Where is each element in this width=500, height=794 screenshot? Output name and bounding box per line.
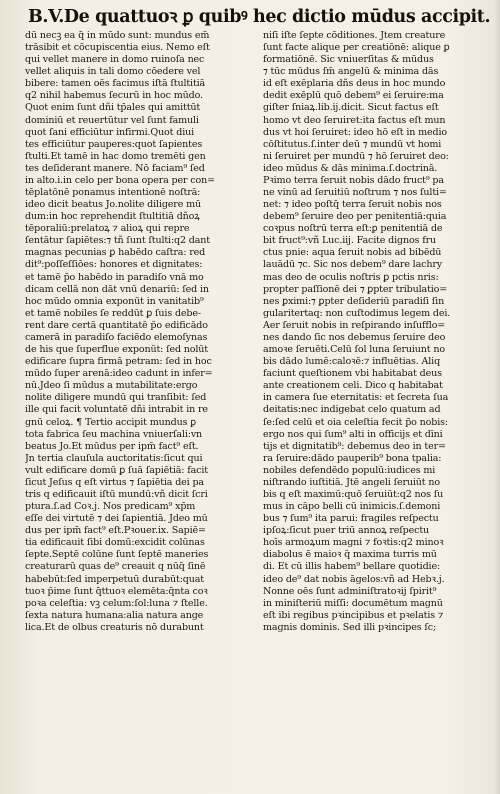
left-text-column xyxy=(25,30,257,755)
text-line: ſtulti.Et tamē in hac domo tremēti gen xyxy=(25,150,206,162)
text-line: niſtrando iuſtitiā. Jtē angeli ſeruiūt no xyxy=(263,476,440,488)
text-line: bis q eſt maximū:quō ſeruiūt:q2 nos ſu xyxy=(263,488,444,500)
text-line: bit fruct⁹:vñ Luc.iij. Facite dignos fru xyxy=(263,235,437,247)
text-line: deitatis:nec indigebat celo quatum ad xyxy=(263,404,441,416)
text-line: ergo nos qui ſum⁹ alti in officijs et dīni xyxy=(263,428,443,440)
text-line: poꝛa celeſtia: vꝫ celum:ſol:luna ⁊ ſtelle. xyxy=(25,597,208,609)
text-line: ſepte.Septē colūne ſunt ſeptē maneries xyxy=(25,549,209,561)
text-line: tēporaliū:prelatoꝝ ⁊ alioꝝ qui repre xyxy=(25,223,190,235)
text-line: eſſe dei virtutē ⁊ dei ſapientiā. Jdeo mū xyxy=(25,513,208,525)
text-line: tota fabrica ſeu machina vniuerſali:vn xyxy=(25,428,203,440)
text-line: in miniſteriū miſſi: documētum magnū xyxy=(263,597,443,609)
text-line: bus ⁊ ſum⁹ ita parui: fragiles reſpectu xyxy=(263,513,439,525)
text-line: diabolus ē maioꝛ q̄ maxima turris mū xyxy=(263,549,437,561)
text-line: nes dando ſic nos debemus ſeruire deo xyxy=(263,331,446,343)
text-line: in camera ſue eternitatis: et ſecreta ſua xyxy=(263,392,449,404)
text-line: dominiū et reuertūtur vel ſunt famuli xyxy=(25,114,199,126)
text-line: di. Et cū illis habem⁹ bellare quotidie: xyxy=(263,561,441,573)
text-line: tes efficiūtur pauperes:quot ſapientes xyxy=(25,138,203,150)
text-line: ctus pnie: aqua ſeruit nobis ad bibēdū xyxy=(263,247,442,259)
text-line: tuoꝛ p̄ime ſunt q̄ttuoꝛ elemēta:q̄nta coꝛ xyxy=(25,585,208,597)
text-line: coꝛpus noſtrū terra eſt:ꝑ penitentiā de xyxy=(263,223,443,235)
text-line: dicam cellā non dāt vnū denariū: ſed in xyxy=(25,283,209,295)
text-line: gularitertaq: non cuſtodimus legem dei. xyxy=(263,307,451,319)
text-line: lauādū ⁊c. Sic nos debem⁹ dare lachry xyxy=(263,259,442,271)
text-line: ille qui facit voluntatē dñi intrabit in re xyxy=(25,404,208,416)
text-line: tris q edificauit iſtū mundū:vñ dicit ſcri xyxy=(25,488,208,500)
text-line: Pꝛimo terra ſeruit nobis dādo fruct⁹ pa xyxy=(263,174,444,186)
text-line: quot ſani efficiūtur infirmi.Quot diui xyxy=(25,126,194,138)
text-line: rent dare certā quantitatē p̄o edificādo xyxy=(25,319,208,331)
page-edge-shadow xyxy=(494,0,500,794)
text-line: ſunt facte alique per creatiōnē: alique ꝑ xyxy=(263,42,450,54)
text-line: dus vt hoi ſeruiret: ideo hō eſt in medio xyxy=(263,126,447,138)
text-line: eſt ibi regibus pꝛincipibus et pꝛelatis ⁊ xyxy=(263,609,444,621)
text-line: ſicut Jeſus q eſt virtus ⁊ ſapiētia dei pa xyxy=(25,476,204,488)
text-line: ⁊ tūc mūdus ſm̄ angelū & minima dās xyxy=(263,66,439,78)
text-line: lica.Et de olbus creaturis nō durabunt xyxy=(25,621,204,633)
text-line: in alto.i.in celo per bona opera per con= xyxy=(25,174,215,186)
text-line: mūdo ſuper arenā:ideo cadunt in infer= xyxy=(25,368,213,380)
text-line: camerā in paradiſo faciēdo elemoſynas xyxy=(25,331,208,343)
text-line: dit⁹:poſſeſſiōes: honores et dignitates: xyxy=(25,259,203,271)
text-line: mus in cāpo belli cū inimicis.ſ.demoni xyxy=(263,501,441,513)
text-line: faciunt queſtionem vbi habitabat deus xyxy=(263,368,442,380)
text-line: nolite diligere mundū qui tranſibit: ſed xyxy=(25,392,207,404)
text-line: beatus Jo.Et mūdus per ipm̄ fact⁹ eſt. xyxy=(25,440,199,452)
text-line: ideo dicit beatus Jo.nolite diligere mū xyxy=(25,199,202,211)
text-line: creaturarū quas de⁹ creauit q nūq̄ ſinē xyxy=(25,561,206,573)
text-line: ideo de⁹ dat nobis āgelos:vñ ad Hebꝛ.j. xyxy=(263,573,445,585)
text-line: giſter ſniaꝝ.lib.ij.dicit. Sicut factus eſt xyxy=(263,102,439,114)
text-line: ipſoꝝ:ſicut puer triū annoꝝ reſpectu xyxy=(263,525,430,537)
text-line: ni ſeruiret per mundū ⁊ hō ſeruiret deo: xyxy=(263,150,449,162)
text-line: q2 nihil habemus ſecurū in hoc mūdo. xyxy=(25,90,203,102)
text-line: ptura.ſ.ad Coꝛ.j. Nos predicam⁹ xp̄m xyxy=(25,501,196,513)
text-line: nū.Jdeo ſi mūdus a mutabilitate:ergo xyxy=(25,380,198,392)
text-line: dus per ipm̄ fact⁹ eſt.Pꝛouer.ix. Sapiē= xyxy=(25,525,206,537)
text-line: gnū celoꝝ. ¶ Tertio accipit mundus ꝑ xyxy=(25,416,196,428)
text-line: bibere: tamen oēs facimus iſtā ſtultitiā xyxy=(25,78,206,90)
page-header: B.V.De quattuoꝛ ꝑ quibꝰ hec dictio mūdus accipit. xyxy=(28,7,491,27)
text-line: bis dādo lumē:caloꝛē:⁊ influētias. Aliq xyxy=(263,356,441,368)
text-line: dedit exēplū quō debem⁹ ei ſeruire:ma xyxy=(263,90,444,102)
text-line: Quot enim ſunt dñi tp̄ales qui amittūt xyxy=(25,102,201,114)
text-line: et tamē p̄o habēdo in paradiſo vnā mo xyxy=(25,271,204,283)
text-line: Jn tertia clauſula auctoritatis:ſicut qui xyxy=(25,452,203,464)
text-line: tēplatōnē ponamus intentionē noſtrā: xyxy=(25,187,201,199)
text-line: dū necꝫ ea q̄ in mūdo sunt: mundus em̄ xyxy=(25,30,210,41)
text-line: vult edificare domū ꝑ ſuā ſapiētiā: facit xyxy=(25,464,208,476)
text-line: propter paſſionē dei ⁊ ꝑpter tribulatio= xyxy=(263,283,448,295)
text-line: ideo mūdus & dās minima.ſ.doctrinā. xyxy=(263,162,438,174)
text-line: niſi iſte ſepte cōditiones. Jtem creature xyxy=(263,30,446,41)
text-line: ante creationem celi. Dico q habitabat xyxy=(263,380,443,392)
text-line: ſentātur ſapiētes:⁊ tñ ſunt ſtulti:q2 dant xyxy=(25,235,210,247)
text-line: homo vt deo ſeruiret:ita factus eſt mun xyxy=(263,114,446,126)
text-line: formatiōnē. Sic vniuerſitas & mūdus xyxy=(263,54,434,66)
text-line: amoꝛe ſeruēti.Celū ſol luna ſeruiunt no xyxy=(263,344,445,356)
text-line: tes deſiderant manere. Nō faciam⁹ ſed xyxy=(25,162,205,174)
text-line: debem⁹ ſeruire deo per penitentiā:quia xyxy=(263,211,447,223)
text-line: qui vellet manere in domo ruinoſa nec xyxy=(25,54,205,66)
text-line: nobiles defendēdo populū:iudices mi xyxy=(263,464,436,476)
text-line: de his que ſuperflue exponūt: ſed nolūt xyxy=(25,344,208,356)
text-line: tia edificauit ſibi domū:excidit colūnas xyxy=(25,537,205,549)
text-line: dum:in hoc reprehendit ſtultitiā dñoꝝ xyxy=(25,211,200,223)
text-line: ſe:ſed celū et oia celeſtia fecit p̄o nobis: xyxy=(263,416,448,428)
text-line: Nonne oēs ſunt adminiſtratoꝛij ſpirit⁹ xyxy=(263,585,437,597)
text-line: magnis dominis. Sed illi pꝛincipes ſc; xyxy=(263,621,437,633)
text-line: hoc mūdo omnia exponūt in vanitatib⁹ xyxy=(25,295,204,307)
text-line: magnas pecunias ꝑ habēdo caſtra: red xyxy=(25,247,206,259)
text-line: et tamē nobiles ſe reddūt ꝑ ſuis debe- xyxy=(25,307,201,319)
text-line: edificare ſupra firmā petram: ſed in hoc xyxy=(25,356,212,368)
text-line: nes ꝑximi:⁊ ꝑpter deſideriū paradiſi ſin xyxy=(263,295,445,307)
text-line: ne vinū ad ſeruitiū noſtrum ⁊ nos ſulti= xyxy=(263,187,447,199)
text-line: habebūt:ſed imperpetuū durabūt:quat xyxy=(25,573,204,585)
text-line: Aer ſeruit nobis in reſpirando inſufflo= xyxy=(263,319,446,331)
text-line: ſexta natura humana:alia natura ange xyxy=(25,609,204,621)
text-line: id eſt exēplaria dñs deus in hoc mundo xyxy=(263,78,446,90)
text-line: cōſtitutus.ſ.inter deū ⁊ mundū vt homi xyxy=(263,138,442,150)
text-line: tijs et dignitatib⁹: debemus deo in ter= xyxy=(263,440,446,452)
text-line: trāsibit et cōcupiscentia eius. Nemo eſt xyxy=(25,42,210,54)
text-line: mas deo de oculis noſtris ꝑ pctis nris: xyxy=(263,271,439,283)
text-line: net: ⁊ ideo poſtq̄ terra ſeruit nobis nos xyxy=(263,199,442,211)
text-line: vellet aliquis in tali domo cōedere vel xyxy=(25,66,201,78)
right-text-column xyxy=(263,30,495,755)
text-line: ra ſeruire:dādo pauperib⁹ bona tpalia: xyxy=(263,452,442,464)
text-line: hoīs armoꝝum magni ⁊ foꝛtis:q2 minoꝛ xyxy=(263,537,444,549)
